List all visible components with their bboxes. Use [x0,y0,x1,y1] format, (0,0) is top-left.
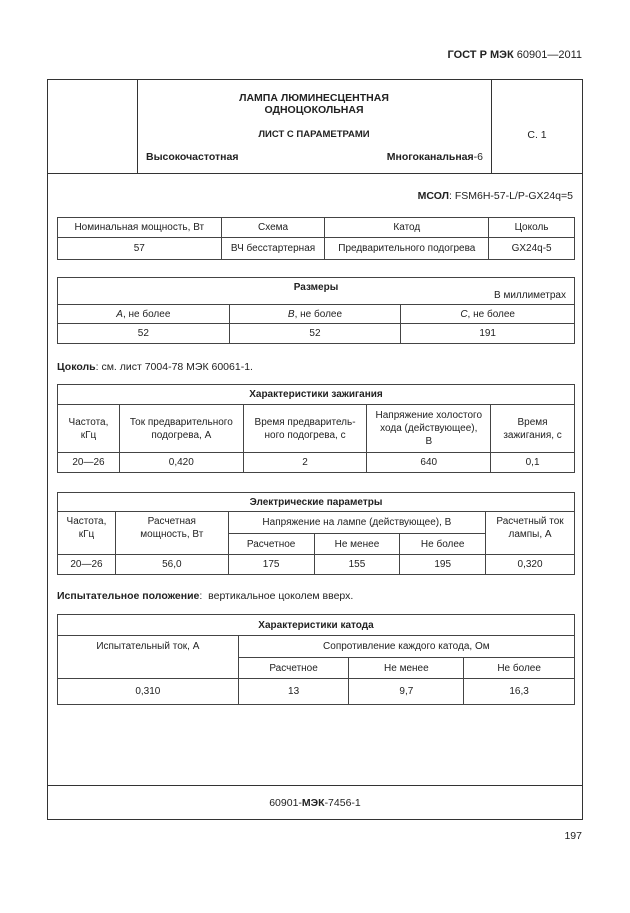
main-parameters-table [57,217,575,260]
header-rated-power: Номинальная мощность, Вт [58,218,222,238]
dim-b-suffix: , не более [294,308,343,320]
cap-note-label: Цоколь [57,361,96,373]
value-lamp-current: 0,320 [486,555,575,575]
ign-time-l1: Время [517,416,548,428]
electrical-title: Электрические параметры [58,493,575,512]
value-ignition-time: 0,1 [491,453,575,473]
sheet-code [47,797,583,809]
value-open-circuit-voltage: 640 [367,453,491,473]
electrical-table [57,492,575,575]
cap-note [57,361,253,373]
page-number: 197 [564,830,582,842]
sheet-title-line2: ОДНОЦОКОЛЬНАЯ [264,104,364,116]
cathode-title: Характеристики катода [58,615,575,636]
header-cathode: Катод [325,218,489,238]
el-current-l2: лампы, А [508,529,552,540]
dimensions-title-cell [58,278,575,305]
test-position-text: : вертикальное цоколем вверх. [199,590,354,602]
value-voltage-rated: 175 [228,555,314,575]
value-voltage-min: 155 [314,555,400,575]
ign-ocv-l2: хода (действующее), [380,423,478,434]
sheet-code-mek: МЭК [301,797,325,809]
value-preheat-current: 0,420 [119,453,243,473]
value-el-power: 56,0 [115,555,228,575]
header-test-current: Испытательный ток, А [58,636,239,679]
value-dim-b: 52 [229,324,401,344]
header-resistance-min: Не менее [349,658,464,679]
header-voltage-rated: Расчетное [228,534,314,555]
dim-a-suffix: , не более [122,308,171,320]
ign-freq-l1: Частота, [68,416,109,428]
header-ign-frequency [58,405,120,453]
dimensions-title: Размеры [293,282,339,293]
header-resistance-rated: Расчетное [238,658,349,679]
ign-preheat-current-l1: Ток предварительного [129,416,233,428]
test-position-label: Испытательное положение [57,590,200,602]
value-resistance-rated: 13 [238,679,349,705]
value-preheat-time: 2 [243,453,367,473]
header-dim-a [58,305,230,324]
header-lamp-voltage: Напряжение на лампе (действующее), В [228,512,485,534]
sheet-code-suffix: -7456-1 [324,797,361,809]
el-freq-l2: кГц [78,529,95,540]
cap-note-text: : см. лист 7004-78 МЭК 60061-1. [95,361,253,373]
lamp-channel-type-suffix: -6 [473,151,483,163]
title-block-bottom-line [47,173,583,174]
value-dim-c: 191 [401,324,575,344]
value-resistance-min: 9,7 [349,679,464,705]
header-el-power [115,512,228,555]
cathode-table [57,614,575,705]
value-voltage-max: 195 [400,555,486,575]
sheet-page-ref: С. 1 [527,129,547,141]
gost-number: 60901—2011 [513,49,582,61]
el-power-l2: мощность, Вт [140,529,204,540]
ign-ocv-l1: Напряжение холостого [375,410,483,421]
ign-time-l2: зажигания, с [503,429,562,441]
value-el-frequency: 20—26 [58,555,116,575]
header-preheat-current [119,405,243,453]
sheet-code-prefix: 60901- [269,797,302,809]
value-dim-a: 52 [58,324,230,344]
header-dim-b [229,305,401,324]
value-rated-power: 57 [58,238,222,260]
dim-c-suffix: , не более [467,308,515,320]
header-circuit: Схема [221,218,325,238]
value-cathode: Предварительного подогрева [325,238,489,260]
value-resistance-max: 16,3 [464,679,575,705]
header-open-circuit-voltage [367,405,491,453]
value-ign-frequency: 20—26 [58,453,120,473]
mcol-label: МСОЛ [417,190,449,202]
dimensions-table [57,277,575,344]
value-cap: GX24q-5 [489,238,575,260]
ignition-table [57,384,575,473]
dimensions-unit: В миллиметрах [494,290,566,301]
header-ignition-time [491,405,575,453]
el-freq-l1: Частота, [66,516,107,527]
header-voltage-min: Не менее [314,534,400,555]
ign-preheat-current-l2: подогрева, А [151,429,212,441]
value-circuit: ВЧ бесстартерная [221,238,325,260]
header-dim-c [401,305,575,324]
value-test-current: 0,310 [58,679,239,705]
mcol-designation [418,190,573,202]
ignition-title: Характеристики зажигания [58,385,575,405]
sheet-subtitle: ЛИСТ С ПАРАМЕТРАМИ [258,129,370,140]
footer-top-line [47,785,583,786]
running-header [447,49,582,61]
ign-ocv-l3: В [425,436,433,447]
gost-designation: ГОСТ Р МЭК [447,49,514,61]
dim-c-letter: С [460,308,468,320]
dim-b-letter: В [287,308,295,320]
ign-preheat-time-l1: Время предваритель- [254,416,356,428]
mcol-value: : FSM6H-57-L/P-GX24q=5 [448,190,573,202]
header-cathode-resistance: Сопротивление каждого катода, Ом [238,636,574,658]
header-preheat-time [243,405,367,453]
el-power-l1: Расчетная [147,516,196,527]
header-cap: Цоколь [489,218,575,238]
lamp-channel-type [387,151,483,163]
lamp-frequency-type: Высокочастотная [146,151,239,163]
header-el-frequency [58,512,116,555]
header-lamp-current [486,512,575,555]
ign-freq-l2: кГц [80,429,97,441]
title-block-divider-right [491,79,492,173]
dim-a-letter: А [116,308,123,320]
header-voltage-max: Не более [400,534,486,555]
header-resistance-max: Не более [464,658,575,679]
test-position-note [57,590,353,602]
sheet-title-line1: ЛАМПА ЛЮМИНЕСЦЕНТНАЯ [239,92,389,104]
lamp-channel-type-label: Многоканальная [386,151,474,163]
el-current-l1: Расчетный ток [496,516,564,527]
ign-preheat-time-l2: ного подогрева, с [264,429,346,441]
